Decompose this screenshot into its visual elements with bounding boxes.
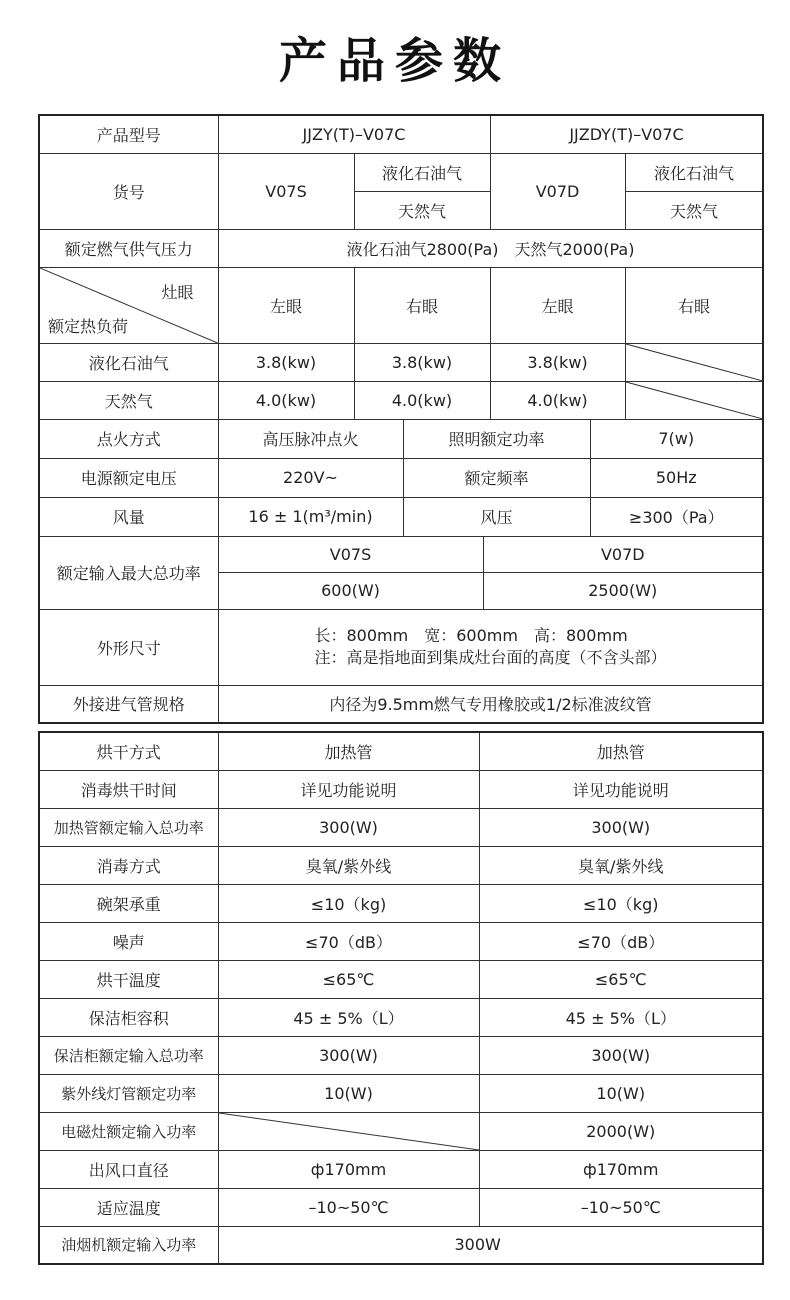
table-row (39, 732, 763, 770)
table-row (39, 115, 763, 153)
row-label: 风量 (39, 497, 218, 536)
cell-value: 10(W) (479, 1074, 763, 1112)
table-row (39, 808, 763, 846)
cell-value: ф170mm (218, 1150, 479, 1188)
cell-value: 10(W) (218, 1074, 479, 1112)
cell-label: V07D (483, 537, 762, 573)
spec-table-gas (38, 114, 764, 724)
empty-slash-cell (218, 1112, 479, 1150)
table-row (39, 536, 763, 609)
row-label: 点火方式 (39, 419, 218, 458)
table-row (39, 1036, 763, 1074)
dimensions-text (315, 625, 667, 669)
model-b: JJZDY(T)–V07C (490, 115, 763, 153)
cell-value: 50Hz (655, 468, 697, 487)
cell-value: –10~50℃ (479, 1188, 763, 1226)
cell-label: 风压 (403, 498, 590, 536)
cell-label: 额定频率 (403, 459, 590, 497)
table-row (39, 960, 763, 998)
cell-value: 加热管 (218, 732, 479, 770)
heat-header-cell (39, 267, 218, 343)
cell-value: 详见功能说明 (479, 770, 763, 808)
cell-value: 45 ± 5%（L） (218, 998, 479, 1036)
cell-value: 300(W) (218, 1036, 479, 1074)
table-row (39, 685, 763, 723)
cell-value: 2000(W) (479, 1112, 763, 1150)
cell-value: 2500(W) (588, 581, 658, 601)
row-label: 消毒烘干时间 (39, 770, 218, 808)
table-row (39, 1074, 763, 1112)
cell-value: ≤65℃ (218, 960, 479, 998)
split-cell (218, 497, 763, 536)
row-label: 油烟机额定输入功率 (39, 1226, 218, 1264)
cell-value: ≤10（kg) (479, 884, 763, 922)
row-label: 额定燃气供气压力 (39, 229, 218, 267)
table-row (39, 609, 763, 685)
burner-col: 右眼 (625, 267, 763, 343)
sub-table (219, 420, 763, 458)
item-a: V07S (218, 153, 354, 229)
dimensions-note: 注：高是指地面到集成灶台面的高度（不含头部） (314, 648, 667, 667)
cell-value: 300(W) (479, 1036, 763, 1074)
empty-slash-cell (625, 343, 763, 381)
table-row (39, 229, 763, 267)
cell-value: 300W (218, 1226, 763, 1264)
burner-col: 左眼 (490, 267, 625, 343)
cell-value: ф170mm (479, 1150, 763, 1188)
cell-value: 4.0(kw) (218, 381, 354, 419)
burner-col: 左眼 (218, 267, 354, 343)
cell-value: 300(W) (218, 808, 479, 846)
sub-table (219, 459, 763, 497)
row-label: 额定输入最大总功率 (39, 536, 218, 609)
cell-value: 300(W) (479, 808, 763, 846)
row-label: 电源额定电压 (39, 458, 218, 497)
burner-col: 右眼 (354, 267, 490, 343)
cell-value: 加热管 (479, 732, 763, 770)
table-row (39, 1112, 763, 1150)
burner-header: 灶眼 (161, 282, 194, 302)
cell-value: 600(W) (219, 573, 484, 609)
row-label: 产品型号 (39, 115, 218, 153)
row-label: 保洁柜额定输入总功率 (39, 1036, 218, 1074)
table-row (39, 1188, 763, 1226)
cell-value: 臭氧/紫外线 (218, 846, 479, 884)
sub-table (219, 498, 763, 536)
cell-value: 3.8(kw) (490, 343, 625, 381)
table-row (39, 884, 763, 922)
cell-value: ≤65℃ (479, 960, 763, 998)
row-label: 液化石油气 (39, 343, 218, 381)
row-label: 天然气 (39, 381, 218, 419)
split-cell (218, 536, 763, 609)
table-row (39, 770, 763, 808)
row-label: 电磁灶额定输入功率 (39, 1112, 218, 1150)
table-row (39, 153, 763, 191)
table-row (39, 343, 763, 381)
width-value: 宽：600mm (424, 626, 518, 645)
row-label: 紫外线灯管额定功率 (39, 1074, 218, 1112)
heat-load-header: 额定热负荷 (48, 316, 129, 336)
table-row (39, 998, 763, 1036)
table-row (39, 1226, 763, 1264)
gas-lpg: 液化石油气 (625, 153, 763, 191)
pressure-value: 液化石油气2800(Pa) 天然气2000(Pa) (218, 229, 763, 267)
row-label: 碗架承重 (39, 884, 218, 922)
row-label: 噪声 (39, 922, 218, 960)
split-cell (218, 419, 763, 458)
table-row (39, 267, 763, 343)
spec-table-cabinet (38, 731, 764, 1265)
table-row (39, 922, 763, 960)
dimensions-line (315, 625, 667, 647)
cell-value: 4.0(kw) (490, 381, 625, 419)
row-label: 外形尺寸 (39, 609, 218, 685)
cell-value: 4.0(kw) (354, 381, 490, 419)
empty-slash-cell (625, 381, 763, 419)
row-label: 外接进气管规格 (39, 685, 218, 723)
sub-table (219, 537, 763, 609)
cell-value: 7(w) (658, 429, 695, 448)
cell-value: 3.8(kw) (218, 343, 354, 381)
diagonal-divider (626, 382, 763, 419)
cell-value: 45 ± 5%（L） (479, 998, 763, 1036)
dimensions-cell (218, 609, 763, 685)
table-row (39, 458, 763, 497)
height-value: 高：800mm (533, 626, 628, 645)
table-row (39, 846, 763, 884)
row-label: 加热管额定输入总功率 (39, 808, 218, 846)
table-row (39, 1150, 763, 1188)
length-value: 长：800mm (314, 626, 409, 645)
cell-value: 3.8(kw) (354, 343, 490, 381)
cell-label: V07S (219, 537, 484, 573)
gas-ng: 天然气 (354, 191, 490, 229)
row-label: 出风口直径 (39, 1150, 218, 1188)
cell-value: 臭氧/紫外线 (479, 846, 763, 884)
cell-value: 详见功能说明 (218, 770, 479, 808)
cell-value: 220V~ (219, 459, 404, 497)
cell-value: –10~50℃ (218, 1188, 479, 1226)
model-a: JJZY(T)–V07C (218, 115, 490, 153)
cell-value: ≥300（Pa） (628, 508, 724, 527)
page-title: 产品参数 (278, 33, 511, 89)
row-label: 货号 (39, 153, 218, 229)
cell-value: ≤10（kg) (218, 884, 479, 922)
row-label: 适应温度 (39, 1188, 218, 1226)
cell-value: 16 ± 1(m³/min) (219, 498, 404, 536)
diagonal-divider (219, 1113, 479, 1150)
diagonal-divider (626, 344, 763, 381)
row-label: 消毒方式 (39, 846, 218, 884)
gas-lpg: 液化石油气 (354, 153, 490, 191)
gas-ng: 天然气 (625, 191, 763, 229)
cell-label: 照明额定功率 (403, 420, 590, 458)
row-label: 烘干温度 (39, 960, 218, 998)
split-cell (218, 458, 763, 497)
item-b: V07D (490, 153, 625, 229)
table-row (39, 381, 763, 419)
cell-value: ≤70（dB） (218, 922, 479, 960)
cell-value: 高压脉冲点火 (219, 420, 404, 458)
cell-value: ≤70（dB） (479, 922, 763, 960)
table-row (39, 497, 763, 536)
table-row (39, 419, 763, 458)
row-label: 保洁柜容积 (39, 998, 218, 1036)
pipe-value: 内径为9.5mm燃气专用橡胶或1/2标准波纹管 (218, 685, 763, 723)
row-label: 烘干方式 (39, 732, 218, 770)
